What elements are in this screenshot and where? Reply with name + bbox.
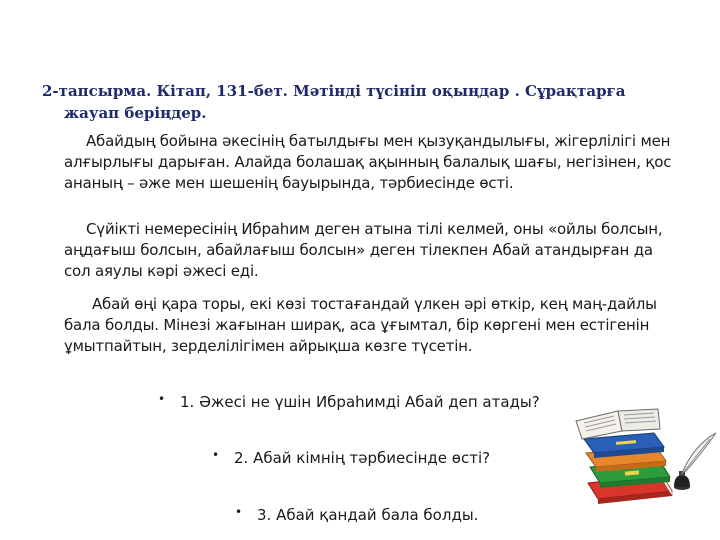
paragraph-2: Сүйікті немересінің Ибраһим деген атына тілі келмей, оны «ойлы болсын, аңдағыш болсын, абайлағыш болсын» деген тілекпен Абай атандырған да сол аяулы кәрі әжесі еді. — [64, 220, 663, 280]
question-3: 3. Абай қандай бала болды. — [257, 506, 479, 524]
paragraph-1: Абайдың бойына әкесінің батылдығы мен қызуқандылығы, жігерлілігі мен алғырлығы дарыған. Алайда болашақ ақынның балалық шағы, негізінен, қос ананың – әже мен шешенің бауырында, тәрбиесінде өсті. — [64, 132, 672, 192]
books-with-quill-icon — [570, 395, 720, 505]
task-title: 2-тапсырма. Кітап, 131-бет. Мәтінді түсініп оқыңдар . Сұрақтарға жауап беріңдер. — [42, 82, 626, 122]
paragraph-3: Абай өңі қара торы, екі көзі тостағандай үлкен әрі өткір, кең маң-дайлы бала болды. Мінезі жағынан ширақ, аса ұғымтал, бір көргені мен естігенін ұмытпайтын, зерделілігімен айрықша көзге түсетін. — [64, 295, 657, 355]
bullet-icon: • — [212, 448, 220, 462]
question-1: 1. Әжесі не үшін Ибраһимді Абай деп атады? — [180, 393, 540, 411]
bullet-icon: • — [158, 392, 166, 406]
bullet-icon: • — [235, 505, 243, 519]
question-2: 2. Абай кімнің тәрбиесінде өсті? — [234, 449, 491, 467]
